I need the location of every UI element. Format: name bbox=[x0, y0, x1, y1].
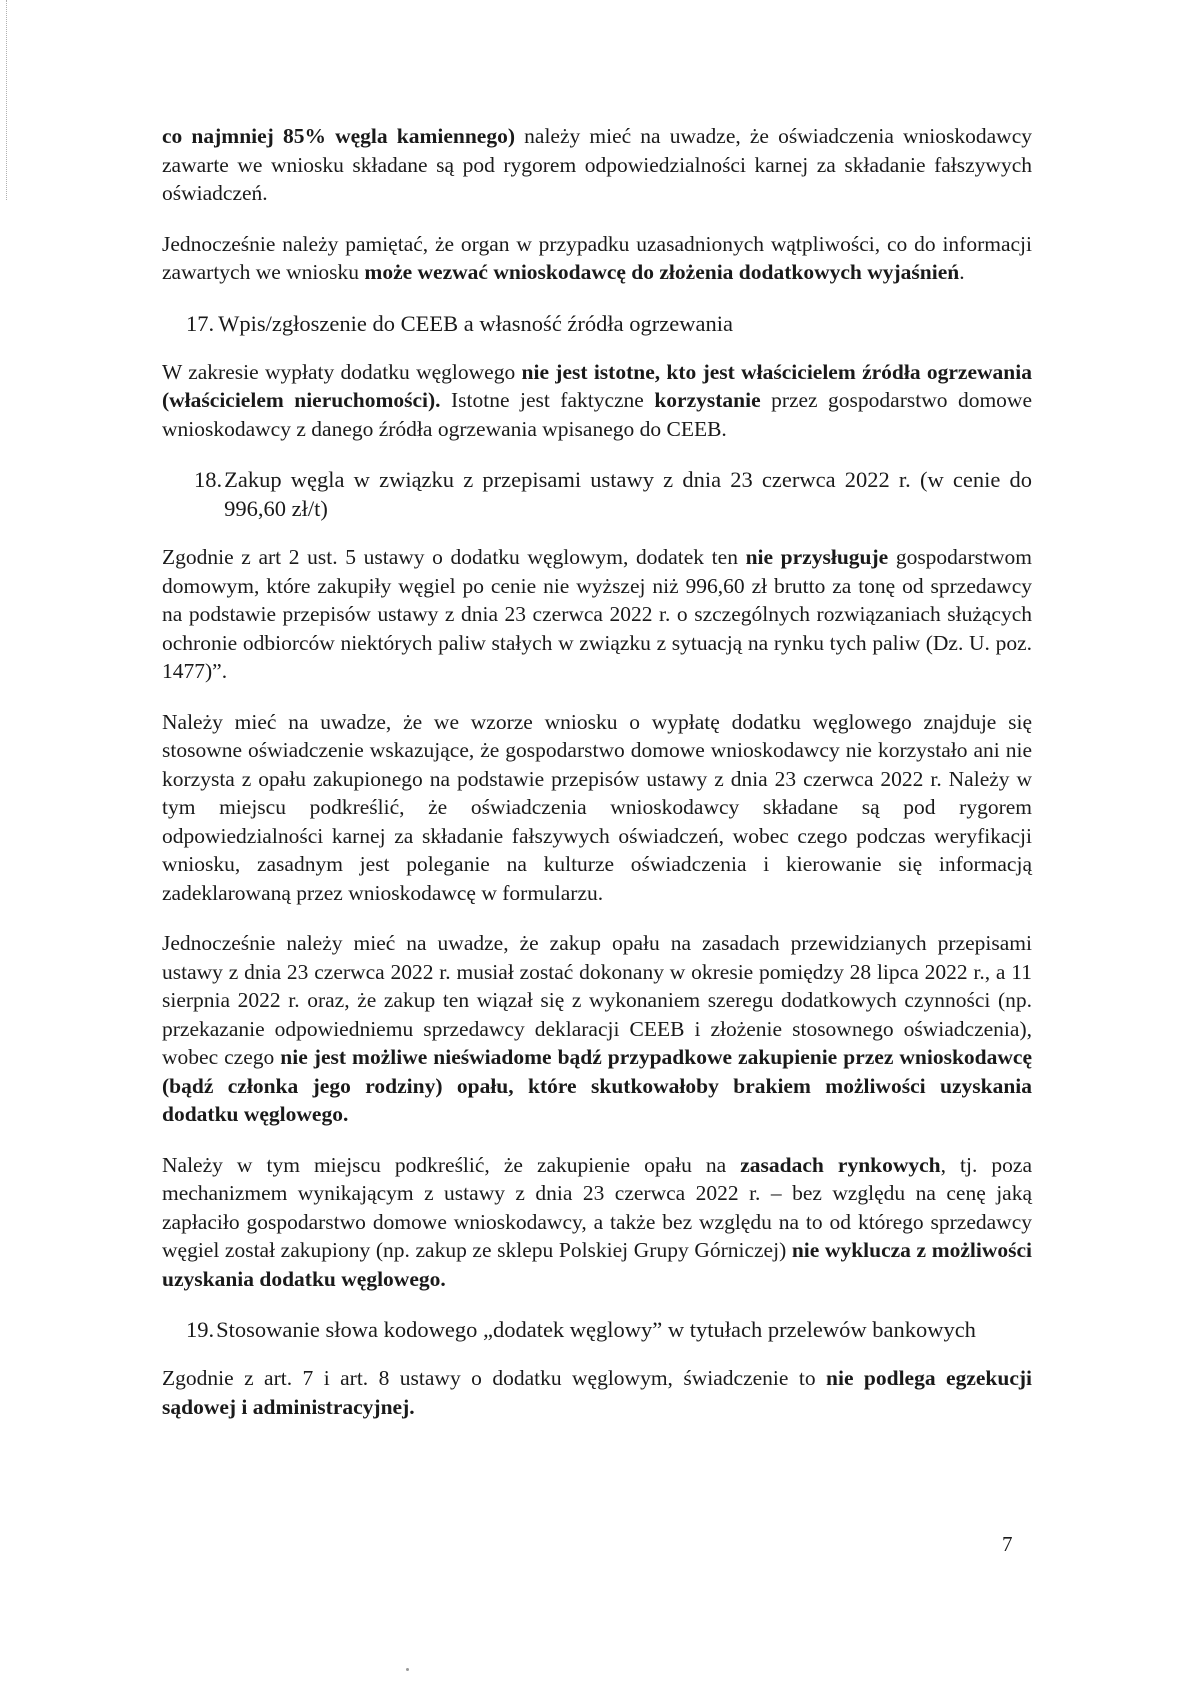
section-number: 18. bbox=[194, 467, 223, 492]
paragraph-application-statement: Należy mieć na uwadze, że we wzorze wniosku o wypłatę dodatku węglowego znajduje się stosowne oświadczenie wskazujące, że gospodarstwo domowe wnioskodawcy nie korzystało ani nie korzysta z opału zakupionego na podstawie przepisów ustawy z dnia 23 czerwca 2022 r. Należy w tym miejscu podkreślić, że oświadczenia wnioskodawcy składane są pod rygorem odpowiedzialności karnej za składanie fałszywych oświadczeń, wobec czego podczas weryfikacji wniosku, zasadnym jest poleganie na kulturze oświadczenia i kierowanie się informacją zadeklarowaną przez wnioskodawcę w formularzu. bbox=[162, 709, 1032, 905]
section-number: 17. bbox=[186, 310, 215, 336]
section-title: Wpis/zgłoszenie do CEEB a własność źródła ogrzewania bbox=[218, 310, 733, 336]
section-heading-17 bbox=[162, 309, 886, 338]
scan-speck bbox=[406, 1668, 409, 1671]
section-title: Stosowanie słowa kodowego „dodatek węglowy” w tytułach przelewów bankowych bbox=[216, 1317, 976, 1342]
section-number: 19. bbox=[186, 1317, 215, 1342]
paragraph-market-purchase: Należy w tym miejscu podkreślić, że zakupienie opału na zasadach rynkowych, tj. poza mechanizmem wynikającym z ustawy z dnia 23 czerwca 2022 r. – bez względu na cenę jaką zapłaciło gospodarstwo domowe wnioskodawcy, a także bez względu na to od którego sprzedawcy węgiel został zakupiony (np. zakup ze sklepu Polskiej Grupy Górniczej) nie wyklucza z możliwości uzyskania dodatku węglowego. bbox=[162, 1152, 1032, 1291]
paragraph-purchase-period: Jednocześnie należy mieć na uwadze, że zakup opału na zasadach przewidzianych przepisami ustawy z dnia 23 czerwca 2022 r. musiał zostać dokonany w okresie pomiędzy 28 lipca 2022 r., a 11 sierpnia 2022 r. oraz, że zakup ten wiązał się z wykonaniem szeregu dodatkowych czynności (np. przekazanie odpowiedniemu sprzedawcy deklaracji CEEB i złożenie stosownego oświadczenia), wobec czego nie jest możliwe nieświadome bądź przypadkowe zakupienie przez wnioskodawcę (bądź członka jego rodziny) opału, które skutkowałoby brakiem możliwości uzyskania dodatku węglowego. bbox=[162, 931, 1032, 1126]
document-body bbox=[162, 122, 1032, 1443]
paragraph-art2-ust5: Zgodnie z art 2 ust. 5 ustawy o dodatku węglowym, dodatek ten nie przysługuje gospodarstwom domowym, które zakupiły węgiel po cenie nie wyższej niż 996,60 zł brutto za tonę od sprzedawcy na podstawie przepisów ustawy z dnia 23 czerwca 2022 r. o szczególnych rozwiązaniach służących ochronie odbiorców niektórych paliw stałych w związku z sytuacją na rynku tych paliw (Dz. U. poz. 1477)”. bbox=[162, 545, 1032, 683]
paragraph-enforcement-exemption: Zgodnie z art. 7 i art. 8 ustawy o dodatku węglowym, świadczenie to nie podlega egzekucji sądowej i administracyjnej. bbox=[162, 1366, 1033, 1419]
section-heading-19 bbox=[162, 1315, 1032, 1344]
section-title: Zakup węgla w związku z przepisami ustawy z dnia 23 czerwca 2022 r. (w cenie do 996,60 zł/t) bbox=[224, 467, 1032, 521]
scan-margin-line bbox=[6, 0, 8, 200]
paragraph-additional-explanations: Jednocześnie należy pamiętać, że organ w przypadku uzasadnionych wątpliwości, co do informacji zawartych we wniosku może wezwać wnioskodawcę do złożenia dodatkowych wyjaśnień. bbox=[162, 231, 1032, 284]
page-number: 7 bbox=[1002, 1532, 1013, 1556]
paragraph-consequences: co najmniej 85% węgla kamiennego) należy mieć na uwadze, że oświadczenia wnioskodawcy zawarte we wniosku składane są pod rygorem odpowiedzialności karnej za składanie fałszywych oświadczeń. bbox=[162, 124, 1032, 205]
section-heading-18 bbox=[162, 465, 1032, 523]
paragraph-ceeb-ownership: W zakresie wypłaty dodatku węglowego nie jest istotne, kto jest właścicielem źródła ogrzewania (właścicielem nieruchomości). Istotne jest faktyczne korzystanie przez gospodarstwo domowe wnioskodawcy z danego źródła ogrzewania wpisanego do CEEB. bbox=[162, 359, 1032, 441]
